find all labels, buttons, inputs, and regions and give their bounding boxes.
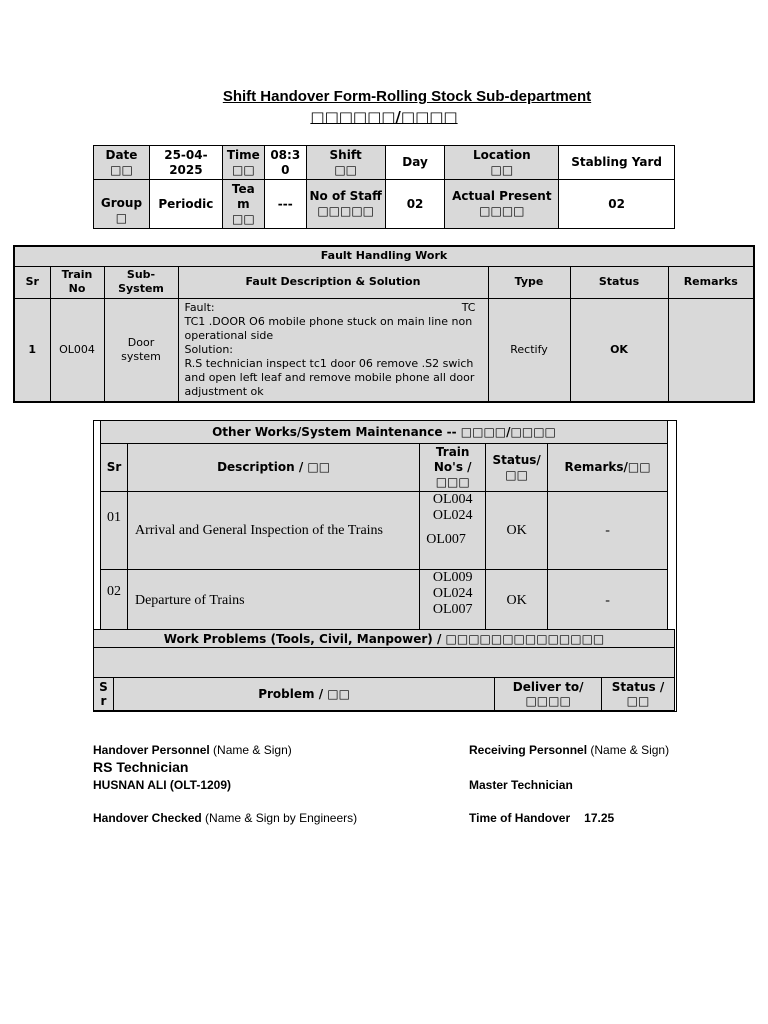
other-status-2: OK	[486, 570, 548, 632]
other-sr-2: 02	[101, 570, 128, 632]
location-label-cn: □□	[490, 162, 514, 177]
present-label-cn: □□□□	[479, 204, 525, 219]
fault-table	[13, 245, 755, 403]
date-label: Date	[105, 147, 138, 162]
location-value: Stabling Yard	[559, 146, 675, 180]
form-title-cn: □□□□□□/□□□□	[310, 108, 458, 126]
location-label-cell	[445, 146, 559, 180]
rs-technician: RS Technician	[93, 759, 189, 775]
solution-label: Solution:	[184, 342, 234, 356]
work-problems-table	[93, 629, 675, 711]
master-technician: Master Technician	[469, 778, 573, 792]
team-label-cn: □□	[231, 211, 255, 226]
other-col-sr: Sr	[101, 444, 128, 492]
fault-title: Fault Handling Work	[14, 246, 754, 266]
other-works-title: Other Works/System Maintenance -- □□□□/□□□□	[101, 421, 668, 444]
time-value: 08:30	[264, 146, 306, 180]
fault-col-remarks: Remarks	[668, 266, 754, 298]
group-label-cn: □	[115, 211, 128, 226]
team-label: Team	[231, 181, 255, 211]
present-label-cell	[445, 180, 559, 229]
handover-checked: Handover Checked (Name & Sign by Engineers)	[93, 811, 358, 825]
other-col-train: Train No's /□□□	[420, 444, 486, 492]
location-label: Location	[472, 147, 531, 162]
table-row	[14, 298, 754, 402]
other-desc-2: Departure of Trains	[127, 570, 419, 632]
date-label-cn: □□	[110, 162, 133, 177]
other-col-desc: Description / □□	[127, 444, 419, 492]
fault-col-status: Status	[570, 266, 668, 298]
other-remarks-1: -	[548, 492, 668, 570]
fault-col-subsystem: Sub-System	[104, 266, 178, 298]
wp-col-status: Status /□□	[602, 678, 675, 711]
staff-label-cn: □□□□□	[317, 204, 375, 219]
group-value: Periodic	[149, 180, 222, 229]
time-of-handover: Time of Handover 17.25	[469, 811, 615, 825]
fault-col-sr: Sr	[14, 266, 50, 298]
fault-remarks	[668, 298, 754, 402]
other-trains-1: OL004 OL024 OL007	[420, 492, 486, 570]
fault-description	[178, 298, 488, 402]
present-value: 02	[559, 180, 675, 229]
fault-subsystem: Door system	[104, 298, 178, 402]
handover-name: HUSNAN ALI (OLT-1209)	[93, 778, 232, 792]
table-row	[101, 570, 668, 632]
staff-label-cell	[306, 180, 385, 229]
date-value: 25-04-2025	[149, 146, 222, 180]
time-label-cell	[222, 146, 264, 180]
fault-col-train: Train No	[50, 266, 104, 298]
wp-col-problem: Problem / □□	[113, 678, 494, 711]
wp-col-deliver: Deliver to/□□□□	[495, 678, 602, 711]
shift-label: Shift	[329, 147, 362, 162]
time-of-handover-value: 17.25	[584, 811, 615, 825]
team-label-cell	[222, 180, 264, 229]
fault-tc: TC	[461, 300, 476, 314]
header-table	[93, 145, 675, 229]
other-remarks-2: -	[548, 570, 668, 632]
fault-label: Fault:	[184, 300, 215, 314]
table-row	[101, 492, 668, 570]
other-sr-1: 01	[101, 492, 128, 570]
team-value: ---	[264, 180, 306, 229]
handover-personnel: Handover Personnel (Name & Sign)	[93, 743, 292, 757]
form-title: Shift Handover Form-Rolling Stock Sub-department	[222, 88, 592, 105]
fault-type: Rectify	[488, 298, 570, 402]
group-label-cell	[94, 180, 150, 229]
time-label-cn: □□	[231, 162, 255, 177]
present-label: Actual Present	[452, 189, 552, 204]
fault-desc-line2: R.S technician inspect tc1 door 06 remove .S2 swich and open left leaf and remove mobile phone all door adjustment ok	[184, 356, 475, 398]
shift-value: Day	[385, 146, 445, 180]
fault-desc-line1: TC1 .DOOR O6 mobile phone stuck on main line non operational side	[184, 314, 473, 342]
fault-status: OK	[570, 298, 668, 402]
fault-train: OL004	[50, 298, 104, 402]
other-desc-1: Arrival and General Inspection of the Trains	[127, 492, 419, 570]
staff-value: 02	[385, 180, 445, 229]
fault-col-desc: Fault Description & Solution	[178, 266, 488, 298]
staff-label: No of Staff	[309, 189, 382, 204]
receiving-personnel: Receiving Personnel (Name & Sign)	[469, 743, 670, 757]
other-status-1: OK	[486, 492, 548, 570]
date-label-cell	[94, 146, 150, 180]
work-problems-blank	[94, 648, 675, 678]
shift-label-cn: □□	[334, 162, 358, 177]
work-problems-title: Work Problems (Tools, Civil, Manpower) / □□□□□□□□□□□□□□	[94, 630, 675, 648]
group-label: Group	[100, 196, 143, 211]
fault-sr: 1	[14, 298, 50, 402]
shift-label-cell	[306, 146, 385, 180]
time-label: Time	[226, 147, 260, 162]
other-works-table	[100, 420, 668, 632]
other-trains-2: OL009 OL024 OL007	[420, 570, 486, 632]
fault-col-type: Type	[488, 266, 570, 298]
wp-col-sr: Sr	[94, 678, 114, 711]
other-col-status: Status/□□	[486, 444, 548, 492]
other-col-remarks: Remarks/□□	[548, 444, 668, 492]
